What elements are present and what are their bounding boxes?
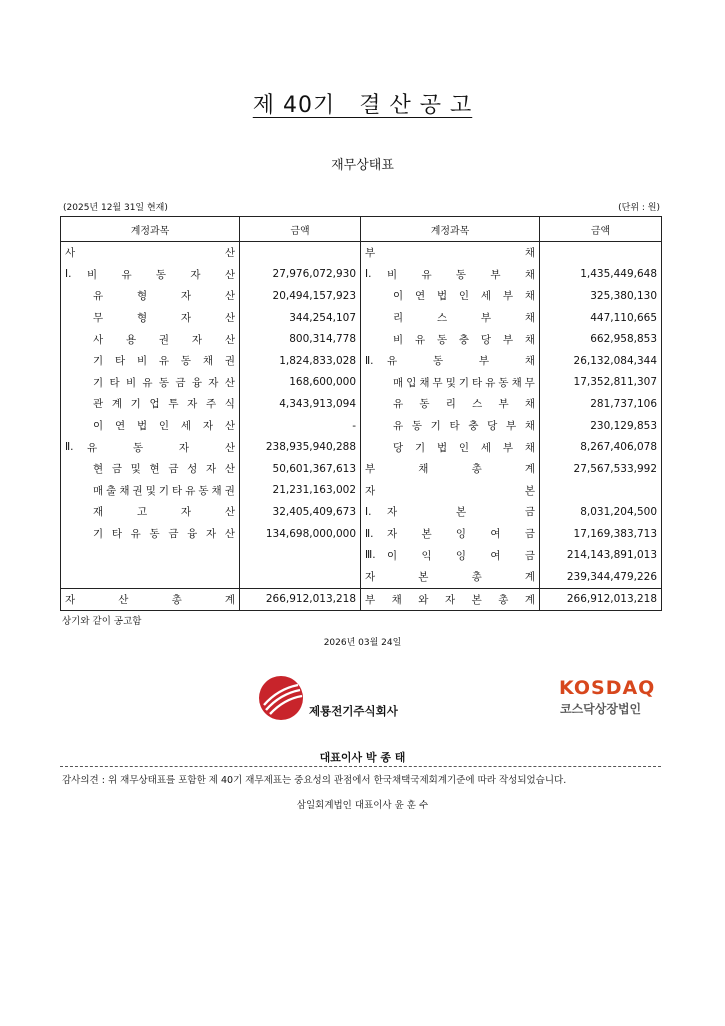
table-row <box>61 436 662 458</box>
header-account-left: 계정과목 <box>61 217 240 242</box>
right-account-cell <box>361 480 540 502</box>
account-label: 비 유 동 자 산 <box>87 268 235 281</box>
left-amount-cell: 1,824,833,028 <box>240 350 361 372</box>
left-amount-cell: 32,405,409,673 <box>240 501 361 523</box>
right-account-cell <box>361 393 540 415</box>
left-amount-cell: 27,976,072,930 <box>240 264 361 286</box>
header-account-right: 계정과목 <box>361 217 540 242</box>
account-label: 부 채 총 계 <box>365 463 536 476</box>
account-label: 유 형 자 산 <box>93 290 236 303</box>
publication-date: 2026년 03월 24일 <box>323 638 402 648</box>
right-roman-numeral: Ⅲ. <box>365 549 376 562</box>
audit-opinion: 감사의견 : 위 재무상태표를 포함한 제 40기 재무제표는 중요성의 관점에서 한국채택국제회계기준에 따라 작성되었습니다. <box>62 775 567 786</box>
table-row <box>61 307 662 329</box>
left-account-cell <box>61 285 240 307</box>
account-label: 유 동 부 채 <box>387 355 536 368</box>
account-label: 유 동 리 스 부 채 <box>393 398 535 411</box>
left-account-cell <box>61 328 240 350</box>
left-amount-cell: 168,600,000 <box>240 372 361 394</box>
account-label: 현 금 및 현 금 성 자 산 <box>93 463 235 476</box>
right-amount-cell: 8,031,204,500 <box>540 501 662 523</box>
left-account-cell <box>61 544 240 566</box>
account-label: 자 본 금 <box>387 506 536 519</box>
left-amount-cell: 800,314,778 <box>240 328 361 350</box>
account-label: 부 채 <box>365 247 536 260</box>
account-label: 기 타 비 유 동 금 융 자 산 <box>93 376 235 389</box>
account-label: 사 용 권 자 산 <box>93 333 235 346</box>
account-label: 부 채 와 자 본 총 계 <box>365 593 536 606</box>
as-of-date: (2025년 12월 31일 현재) <box>63 203 168 213</box>
account-label: 자 본 잉 여 금 <box>387 528 535 541</box>
right-account-cell <box>361 264 540 286</box>
account-label: 관 계 기 업 투 자 주 식 <box>93 398 235 411</box>
right-amount-cell: 230,129,853 <box>540 415 662 437</box>
table-row <box>61 242 662 264</box>
left-account-cell <box>61 566 240 588</box>
left-roman-numeral: Ⅱ. <box>65 441 74 454</box>
table-row <box>61 372 662 394</box>
right-amount-cell: 17,352,811,307 <box>540 372 662 394</box>
table-row <box>61 285 662 307</box>
left-amount-cell <box>240 544 361 566</box>
right-amount-cell: 325,380,130 <box>540 285 662 307</box>
left-account-cell <box>61 436 240 458</box>
left-account-cell <box>61 523 240 545</box>
left-account-cell <box>61 242 240 264</box>
left-amount-cell: - <box>240 415 361 437</box>
left-account-cell <box>61 393 240 415</box>
header-amount-right: 금액 <box>540 217 662 242</box>
left-amount-cell <box>240 242 361 264</box>
left-amount-cell <box>240 566 361 588</box>
right-account-cell <box>361 242 540 264</box>
right-amount-cell: 27,567,533,992 <box>540 458 662 480</box>
unit-note: (단위 : 원) <box>618 203 660 213</box>
right-amount-cell: 281,737,106 <box>540 393 662 415</box>
right-amount-cell <box>540 242 662 264</box>
right-account-cell <box>361 436 540 458</box>
total-left-label <box>61 588 240 611</box>
listing-label: 코스닥상장법인 <box>560 702 642 716</box>
left-account-cell <box>61 350 240 372</box>
right-account-cell <box>361 566 540 588</box>
right-account-cell <box>361 328 540 350</box>
right-amount-cell: 447,110,665 <box>540 307 662 329</box>
right-roman-numeral: Ⅰ. <box>365 505 372 518</box>
left-account-cell <box>61 501 240 523</box>
account-label: 자 본 총 계 <box>365 571 536 584</box>
kosdaq-logo: KOSDAQ <box>559 677 656 699</box>
balance-sheet-table <box>60 216 662 611</box>
left-account-cell <box>61 372 240 394</box>
right-amount-cell: 1,435,449,648 <box>540 264 662 286</box>
left-amount-cell: 134,698,000,000 <box>240 523 361 545</box>
left-amount-cell: 344,254,107 <box>240 307 361 329</box>
right-amount-cell: 26,132,084,344 <box>540 350 662 372</box>
left-roman-numeral: Ⅰ. <box>65 268 72 281</box>
right-account-cell <box>361 307 540 329</box>
account-label: 기 타 유 동 금 융 자 산 <box>93 528 235 541</box>
right-roman-numeral: Ⅰ. <box>365 268 372 281</box>
account-label: 자 산 총 계 <box>65 593 235 606</box>
table-row <box>61 350 662 372</box>
right-amount-cell: 662,958,853 <box>540 328 662 350</box>
table-row <box>61 415 662 437</box>
company-name: 제룡전기주식회사 <box>309 704 398 718</box>
account-label: 이 익 잉 여 금 <box>387 549 535 562</box>
table-row <box>61 523 662 545</box>
right-account-cell <box>361 415 540 437</box>
right-amount-cell: 214,143,891,013 <box>540 544 662 566</box>
right-amount-cell: 8,267,406,078 <box>540 436 662 458</box>
total-left-amount: 266,912,013,218 <box>240 588 361 611</box>
total-right-label <box>361 588 540 611</box>
statement-title: 재무상태표 <box>331 158 394 173</box>
right-account-cell <box>361 350 540 372</box>
account-label: 비 유 동 부 채 <box>387 268 535 281</box>
account-label: 매 출 채 권 및 기 타 유 동 채 권 <box>93 484 235 497</box>
left-account-cell <box>61 480 240 502</box>
ceo-signature: 대표이사 박 종 태 <box>319 751 406 764</box>
left-amount-cell: 20,494,157,923 <box>240 285 361 307</box>
account-label: 리 스 부 채 <box>393 312 536 325</box>
account-label: 유 동 기 타 충 당 부 채 <box>393 420 535 433</box>
left-account-cell <box>61 264 240 286</box>
table-total-row <box>61 588 662 611</box>
table-row <box>61 544 662 566</box>
table-row <box>61 328 662 350</box>
closing-note: 상기와 같이 공고함 <box>62 616 142 627</box>
account-label: 자 본 <box>365 484 536 497</box>
right-roman-numeral: Ⅱ. <box>365 354 374 367</box>
table-row <box>61 566 662 588</box>
right-amount-cell: 239,344,479,226 <box>540 566 662 588</box>
left-amount-cell: 238,935,940,288 <box>240 436 361 458</box>
right-amount-cell <box>540 480 662 502</box>
table-header <box>61 217 662 242</box>
account-label: 유 동 자 산 <box>87 441 236 454</box>
table-row <box>61 393 662 415</box>
table-row <box>61 458 662 480</box>
left-amount-cell: 50,601,367,613 <box>240 458 361 480</box>
account-label: 이 연 법 인 세 부 채 <box>393 290 535 303</box>
account-label: 매 입 채 무 및 기 타 유 동 채 무 <box>393 376 535 389</box>
right-amount-cell: 17,169,383,713 <box>540 523 662 545</box>
right-account-cell <box>361 523 540 545</box>
total-right-amount: 266,912,013,218 <box>540 588 662 611</box>
right-account-cell <box>361 285 540 307</box>
account-label: 사 산 <box>65 247 236 260</box>
jeryong-logo-icon <box>258 675 304 721</box>
left-account-cell <box>61 415 240 437</box>
right-account-cell <box>361 544 540 566</box>
notice-title: 제 40기 결 산 공 고 <box>252 93 473 118</box>
right-account-cell <box>361 501 540 523</box>
account-label: 재 고 자 산 <box>93 506 236 519</box>
divider <box>60 766 661 767</box>
left-amount-cell: 21,231,163,002 <box>240 480 361 502</box>
right-account-cell <box>361 458 540 480</box>
table-row <box>61 501 662 523</box>
account-label: 비 유 동 충 당 부 채 <box>393 333 535 346</box>
auditor-name: 삼일회계법인 대표이사 윤 훈 수 <box>296 800 429 811</box>
account-label: 기 타 비 유 동 채 권 <box>93 355 235 368</box>
table-row <box>61 480 662 502</box>
right-account-cell <box>361 372 540 394</box>
account-label: 무 형 자 산 <box>93 312 236 325</box>
account-label: 당 기 법 인 세 부 채 <box>393 441 535 454</box>
left-amount-cell: 4,343,913,094 <box>240 393 361 415</box>
right-roman-numeral: Ⅱ. <box>365 527 374 540</box>
table-row <box>61 264 662 286</box>
left-account-cell <box>61 307 240 329</box>
account-label: 이 연 법 인 세 자 산 <box>93 420 235 433</box>
header-amount-left: 금액 <box>240 217 361 242</box>
left-account-cell <box>61 458 240 480</box>
